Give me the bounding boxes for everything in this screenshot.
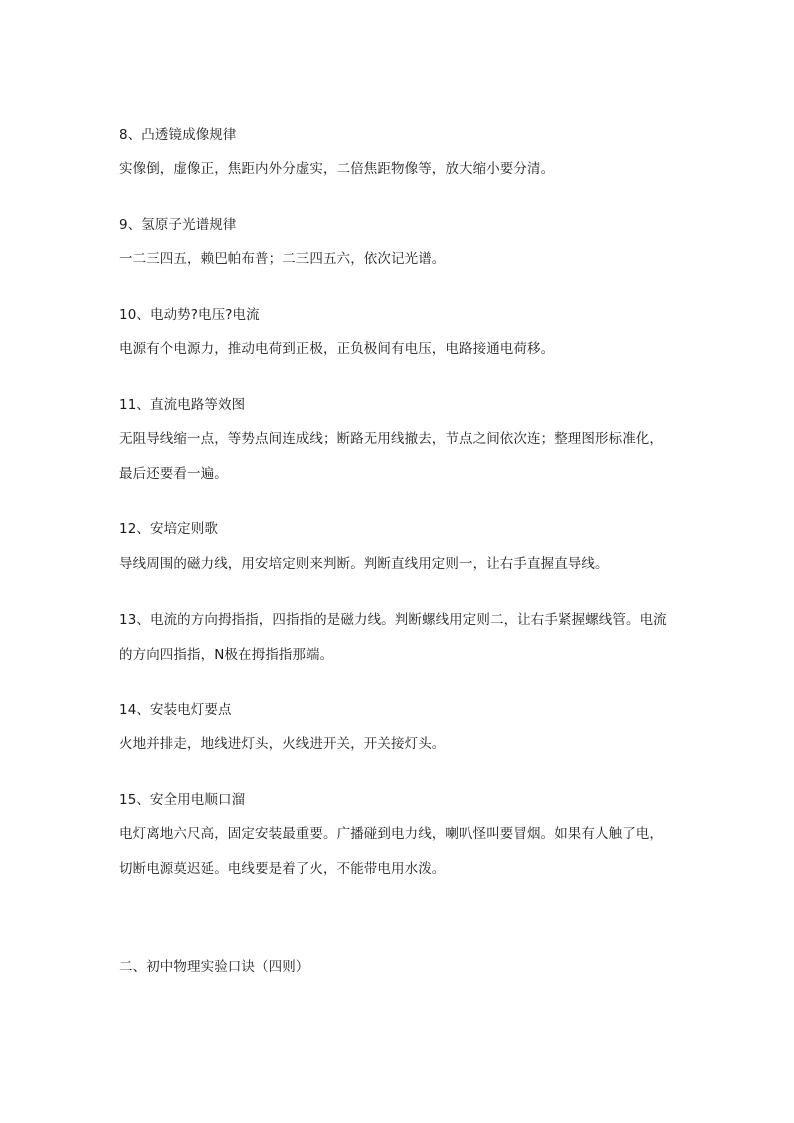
section-11-text-line-2: 最后还要看一遍。 (119, 466, 228, 482)
section-9-text: 一二三四五，赖巴帕布普；二三四五六，依次记光谱。 (119, 251, 446, 267)
section-14-heading: 14、安装电灯要点 (119, 702, 232, 718)
section-10-heading: 10、电动势?电压?电流 (119, 307, 260, 323)
section-14-text: 火地并排走，地线进灯头，火线进开关，开关接灯头。 (119, 736, 446, 752)
section-12-heading: 12、安培定则歌 (119, 521, 218, 537)
section-13-text-line-2: 的方向四指指，N极在拇指指那端。 (119, 647, 334, 663)
chapter-title: 二、初中物理实验口诀（四则） (119, 959, 310, 975)
section-11-heading: 11、直流电路等效图 (119, 397, 246, 413)
section-15-text-line-1: 电灯离地六尺高，固定安装最重要。广播碰到电力线，喇叭怪叫要冒烟。如果有人触了电， (119, 826, 663, 842)
section-12-text: 导线周围的磁力线，用安培定则来判断。判断直线用定则一，让右手直握直导线。 (119, 556, 609, 572)
section-8-heading: 8、凸透镜成像规律 (119, 127, 237, 143)
section-11-text-line-1: 无阻导线缩一点，等势点间连成线；断路无用线撤去，节点之间依次连；整理图形标准化， (119, 431, 663, 447)
section-13-text-line-1: 13、电流的方向拇指指，四指指的是磁力线。判断螺线用定则二，让右手紧握螺线管。电流 (119, 612, 667, 628)
section-9-heading: 9、氢原子光谱规律 (119, 217, 237, 233)
section-8-text: 实像倒，虚像正，焦距内外分虚实，二倍焦距物像等，放大缩小要分清。 (119, 161, 555, 177)
section-10-text: 电源有个电源力，推动电荷到正极，正负极间有电压，电路接通电荷移。 (119, 341, 555, 357)
section-15-text-line-2: 切断电源莫迟延。电线要是着了火，不能带电用水泼。 (119, 861, 446, 877)
section-15-heading: 15、安全用电顺口溜 (119, 792, 246, 808)
